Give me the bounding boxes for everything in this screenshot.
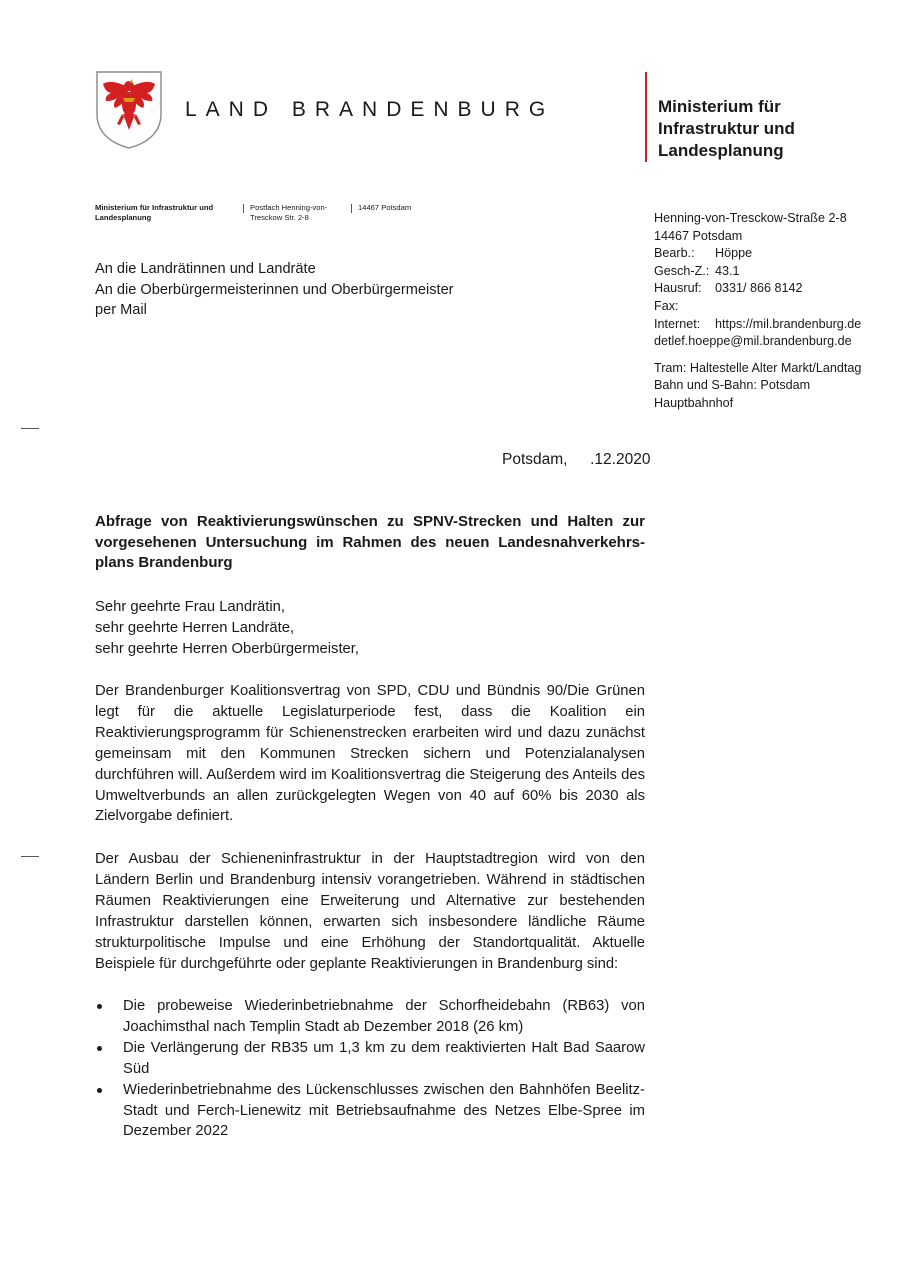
bullet-icon: [97, 1046, 102, 1051]
recipient-address: [95, 259, 454, 321]
fold-mark: [21, 856, 39, 857]
sender-postbox-line: Tresckow Str. 2-8: [250, 213, 309, 222]
sender-separator: [243, 204, 244, 213]
list-item-text: Die probeweise Wiederinbetriebnahme der Schorfheidebahn (RB63) von Joachimsthal nach Templin Stadt ab Dezember 2018 (26 km): [123, 998, 645, 1035]
info-label: Fax:: [654, 298, 679, 313]
info-row-geschz: [654, 263, 861, 281]
date-place: Potsdam,: [502, 451, 568, 468]
sender-name-line: Landesplanung: [95, 213, 152, 222]
ministry-name: [658, 96, 795, 162]
date-value: .12.2020: [590, 451, 651, 468]
reactivation-examples-list: [95, 996, 645, 1142]
ministry-name-line: Infrastruktur und: [658, 119, 795, 138]
bullet-icon: [97, 1088, 102, 1093]
info-row-internet: [654, 316, 861, 334]
info-gap: [654, 351, 861, 360]
info-street: Henning-von-Tresckow-Straße 2-8: [654, 211, 847, 225]
body-paragraph: Der Brandenburger Koalitionsvertrag von SPD, CDU und Bündnis 90/Die Grünen legt für die aktuelle Legislaturperiode fest, dass die Koalition ein Reaktivierungsprogramm für Schienenstrecken erarbeiten wird und dazu zunächst gemeinsam mit den Kommunen Strecken sichern und Potenzialanalysen durchführen will. Außerdem wird im Koalitionsvertrag die Steigerung des Anteils des Umweltverbunds an allen zurückgelegten Wegen von 40 auf 60% bis 2030 als Zielvorgabe definiert.: [95, 683, 645, 825]
info-label: Internet:: [654, 316, 701, 331]
brandenburg-crest-icon: [95, 70, 163, 150]
recipient-line: per Mail: [95, 302, 147, 318]
header-divider: [645, 72, 647, 162]
info-email-link[interactable]: detlef.hoeppe@mil.brandenburg.de: [654, 334, 852, 349]
sender-name-line: Ministerium für Infrastruktur und: [95, 203, 214, 212]
body-paragraph: Der Ausbau der Schieneninfrastruktur in der Hauptstadtregion wird von den Ländern Berlin und Brandenburg intensiv vorangetrieben. Während in städtischen Räumen Reaktivierungen eine Erweiterung und Alternative zur bestehenden Infrastruktur darstellen können, erwarten sich insbesondere ländliche Räume strukturpolitische Impulse und eine Erhöhung der Standortqualität. Aktuelle Beispiele für durchgeführte oder geplante Reaktivierungen in Brandenburg sind:: [95, 851, 645, 972]
salutation-line: sehr geehrte Herren Landräte,: [95, 619, 295, 636]
info-value: 43.1: [715, 263, 740, 278]
info-label: Bearb.:: [654, 246, 695, 261]
sender-postbox-line: Postfach Henning-von-: [250, 203, 328, 212]
transport-line: Hauptbahnhof: [654, 395, 734, 410]
contact-info: [654, 210, 861, 413]
list-item: [95, 1080, 645, 1143]
info-label: Gesch-Z.:: [654, 263, 710, 278]
salutation: [95, 597, 645, 660]
salutation-line: sehr geehrte Herren Oberbürgermeister,: [95, 640, 360, 657]
fold-mark: [21, 428, 39, 429]
info-website-link[interactable]: https://mil.brandenburg.de: [715, 316, 862, 331]
ministry-name-line: Landesplanung: [658, 141, 784, 160]
list-item: [95, 996, 645, 1038]
recipient-line: An die Landrätinnen und Landräte: [95, 261, 316, 277]
sender-name: [95, 203, 230, 223]
info-city: 14467 Potsdam: [654, 228, 743, 243]
transport-line: Bahn und S-Bahn: Potsdam: [654, 378, 811, 393]
letter-subject: Abfrage von Reaktivierungswünschen zu SPNV-Strecken und Halten zur vorgesehenen Untersuchung im Rahmen des neuen Landesnahverkehrsplans Brandenburg: [95, 513, 645, 571]
state-name: LAND BRANDENBURG: [185, 98, 555, 121]
list-item-text: Wiederinbetriebnahme des Lückenschlusses zwischen den Bahnhöfen Beelitz-Stadt und Ferch-Lienewitz mit Betriebsaufnahme des Netzes Elbe-Spree im Dezember 2022: [123, 1081, 645, 1140]
info-value: Höppe: [715, 246, 753, 261]
recipient-line: An die Oberbürgermeisterinnen und Oberbürgermeister: [95, 281, 454, 298]
info-row-fax: [654, 298, 861, 316]
sender-separator: [351, 204, 352, 213]
info-value: 0331/ 866 8142: [715, 281, 803, 296]
info-row-hausruf: [654, 280, 861, 298]
list-item: [95, 1038, 645, 1080]
transport-line: Tram: Haltestelle Alter Markt/Landtag: [654, 360, 862, 375]
salutation-line: Sehr geehrte Frau Landrätin,: [95, 599, 286, 615]
sender-city: 14467 Potsdam: [358, 203, 412, 212]
bullet-icon: [97, 1004, 102, 1009]
info-label: Hausruf:: [654, 281, 702, 296]
letter-date: [502, 451, 650, 469]
sender-postbox: [250, 203, 345, 223]
info-row-bearb: [654, 245, 861, 263]
ministry-name-line: Ministerium für: [658, 97, 781, 116]
list-item-text: Die Verlängerung der RB35 um 1,3 km zu dem reaktivierten Halt Bad Saarow Süd: [123, 1039, 645, 1077]
